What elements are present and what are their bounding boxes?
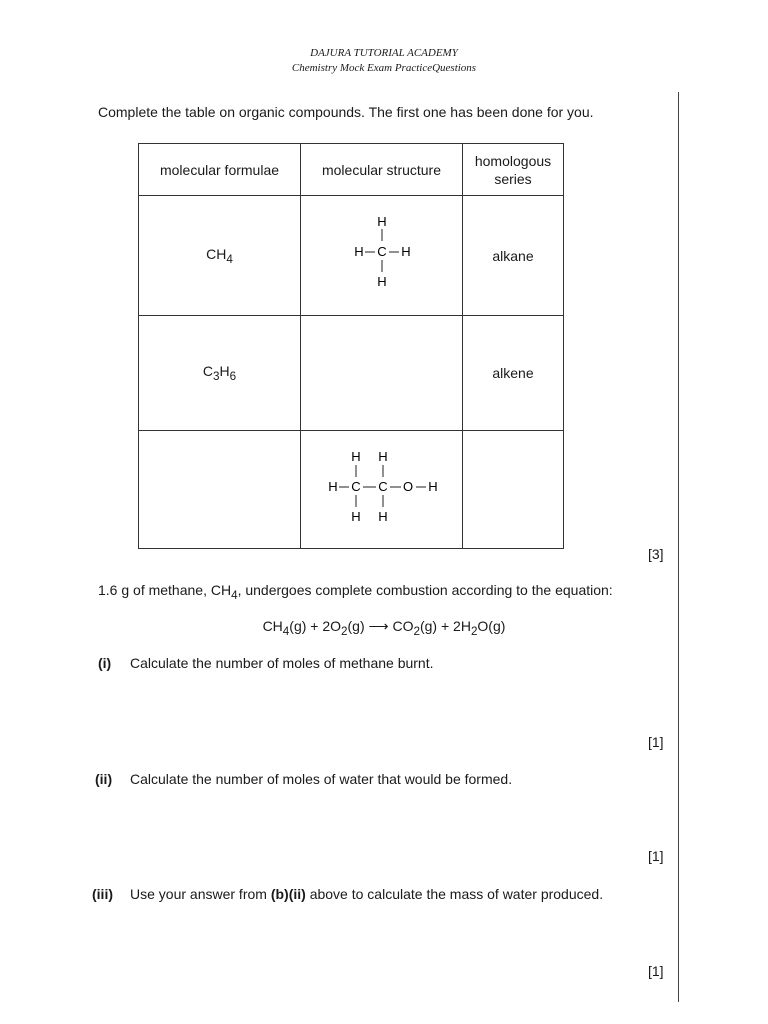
atom: H <box>377 274 387 289</box>
academy-name: DAJURA TUTORIAL ACADEMY <box>310 47 458 59</box>
formula-ch4: $CH_4$ <box>206 245 233 266</box>
combustion-intro: 1.6 g of methane, $CH_4$, undergoes complete combustion according to the equation: <box>98 582 613 602</box>
part-i-number: (i) <box>98 655 112 671</box>
question-instruction: Complete the table on organic compounds. The first one has been done for you. <box>98 104 594 120</box>
methane-structure <box>301 196 462 312</box>
structure-cell <box>301 431 463 549</box>
structure-answer-blank[interactable] <box>301 316 463 431</box>
margin-rule <box>678 92 679 1002</box>
atom: H <box>328 479 338 494</box>
marks-part-iii: [1] <box>648 963 664 979</box>
atom: H <box>378 449 388 464</box>
atom: O <box>402 479 414 494</box>
part-iii-text: Use your answer from (b)(ii) above to calculate the mass of water produced. <box>130 886 604 902</box>
organic-compounds-table <box>138 143 564 549</box>
part-ii-number: (ii) <box>95 771 113 787</box>
table-row <box>139 316 564 431</box>
series-cell: alkane <box>463 196 564 316</box>
structure-cell <box>301 196 463 316</box>
table-row <box>139 431 564 549</box>
formula-cell <box>139 316 301 431</box>
atom: H <box>377 214 387 229</box>
atom: H <box>401 244 411 259</box>
part-ii-text: Calculate the number of moles of water that would be formed. <box>130 771 513 787</box>
atom: C <box>351 479 361 494</box>
atom: H <box>428 479 438 494</box>
header-molecular-formulae: molecular formulae <box>139 144 301 196</box>
table-header-row <box>139 144 564 196</box>
combustion-equation: $CH_4(g) + 2O_2(g)$ ⟶ $CO_2(g) + 2H_2O(g)$ <box>262 618 506 638</box>
marks-part-i: [1] <box>648 734 664 750</box>
formula-cell <box>139 196 301 316</box>
atom: C <box>378 479 388 494</box>
exam-title: Chemistry Mock Exam PracticeQuestions <box>291 62 477 74</box>
header-homologous-series: homologous series <box>463 144 564 196</box>
atom: C <box>377 244 387 259</box>
atom: H <box>351 449 361 464</box>
marks-q1: [3] <box>648 546 664 562</box>
table-row <box>139 196 564 316</box>
header-molecular-structure: molecular structure <box>301 144 463 196</box>
part-i-text: Calculate the number of moles of methane burnt. <box>130 655 434 671</box>
atom: H <box>354 244 364 259</box>
series-answer-blank[interactable] <box>463 431 564 549</box>
marks-part-ii: [1] <box>648 848 664 864</box>
part-iii-number: (iii) <box>92 886 113 902</box>
series-cell: alkene <box>463 316 564 431</box>
atom: H <box>378 509 388 524</box>
formula-answer-blank[interactable] <box>139 431 301 549</box>
formula-c3h6: $C_3H_6$ <box>202 363 237 383</box>
ethanol-structure <box>301 431 462 545</box>
atom: H <box>351 509 361 524</box>
